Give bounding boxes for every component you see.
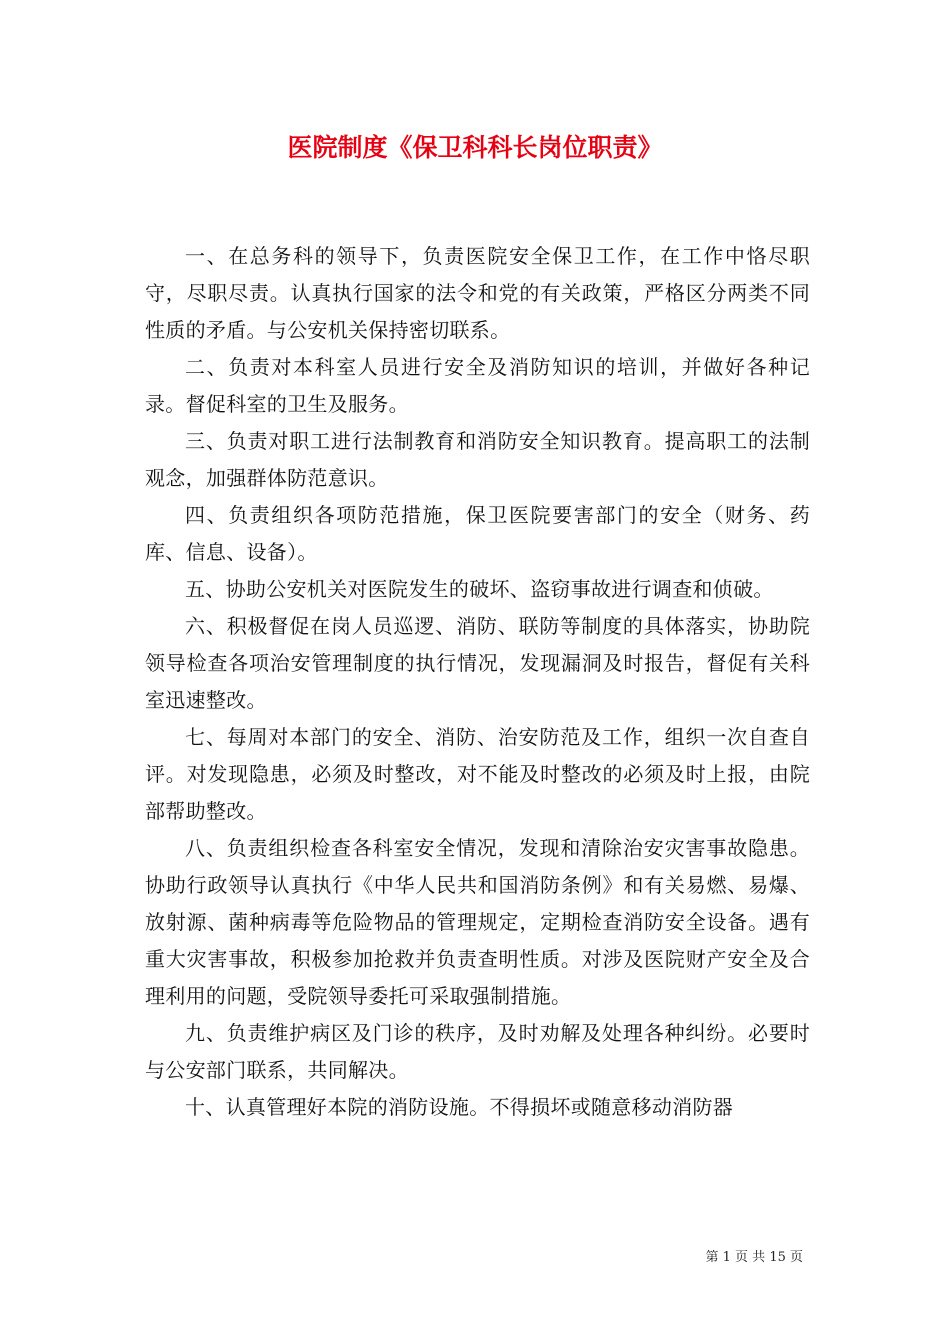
paragraph-6: 六、积极督促在岗人员巡逻、消防、联防等制度的具体落实，协助院领导检查各项治安管理制度的执行情况，发现漏洞及时报告，督促有关科室迅速整改。: [145, 614, 810, 712]
paragraph-9: 九、负责维护病区及门诊的秩序，及时劝解及处理各种纠纷。必要时与公安部门联系，共同解决。: [145, 1021, 810, 1082]
page-footer: 第 1 页 共 15 页: [705, 1250, 803, 1265]
document-body: [145, 238, 810, 1126]
paragraph-3: 三、负责对职工进行法制教育和消防安全知识教育。提高职工的法制观念，加强群体防范意识。: [145, 429, 810, 490]
paragraph-5: 五、协助公安机关对医院发生的破坏、盗窃事故进行调查和侦破。: [185, 577, 774, 601]
paragraph-10: 十、认真管理好本院的消防设施。不得损坏或随意移动消防器: [185, 1095, 734, 1119]
paragraph-4: 四、负责组织各项防范措施，保卫医院要害部门的安全（财务、药库、信息、设备）。: [145, 503, 810, 564]
paragraph-8: 八、负责组织检查各科室安全情况，发现和清除治安灾害事故隐患。协助行政领导认真执行《中华人民共和国消防条例》和有关易燃、易爆、放射源、菌种病毒等危险物品的管理规定，定期检查消防安全设备。遇有重大灾害事故，积极参加抢救并负责查明性质。对涉及医院财产安全及合理利用的问题，受院领导委托可采取强制措施。: [145, 836, 810, 1008]
paragraph-1: 一、在总务科的领导下，负责医院安全保卫工作，在工作中恪尽职守，尽职尽责。认真执行国家的法令和党的有关政策，严格区分两类不同性质的矛盾。与公安机关保持密切联系。: [145, 244, 810, 342]
paragraph-2: 二、负责对本科室人员进行安全及消防知识的培训，并做好各种记录。督促科室的卫生及服务。: [145, 355, 810, 416]
page-title: 医院制度《保卫科科长岗位职责》: [287, 133, 663, 162]
paragraph-7: 七、每周对本部门的安全、消防、治安防范及工作，组织一次自查自评。对发现隐患，必须及时整改，对不能及时整改的必须及时上报，由院部帮助整改。: [145, 725, 810, 823]
